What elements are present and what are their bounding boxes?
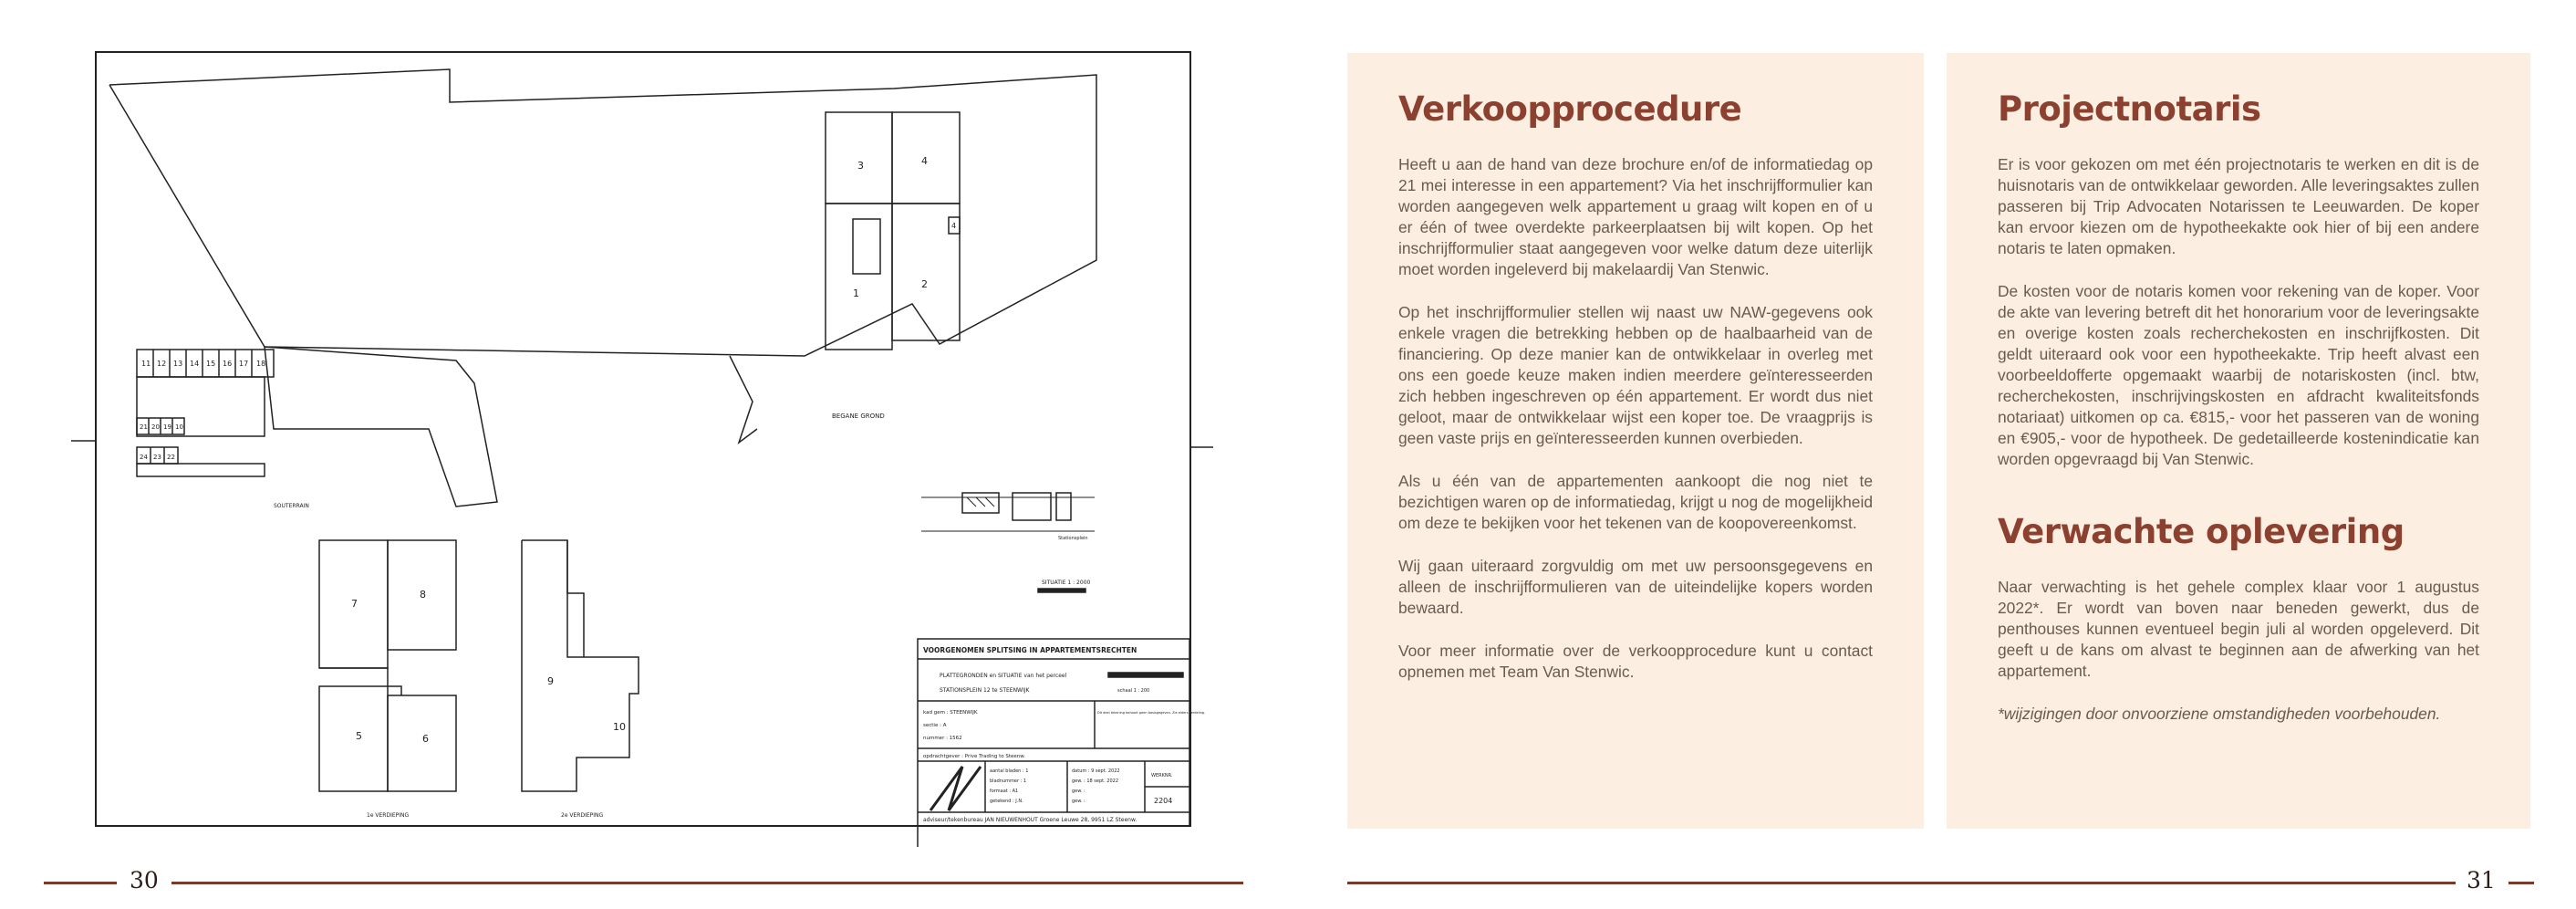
lot-label: 6 (422, 733, 429, 745)
sheet-border (96, 52, 1190, 826)
panel-projectnotaris (1947, 53, 2530, 829)
parking-label: 21 (140, 423, 148, 431)
paragraph: Voor meer informatie over de verkoopprocedure kunt u contact opnemen met Team Van Stenwic. (1398, 642, 1873, 681)
parking-label: 10 (175, 423, 183, 431)
lot-label: 4 (951, 222, 957, 230)
paragraph: Wij gaan uiteraard zorgvuldig om met uw persoonsgegevens en alleen de inschrijfformulieren van de uiteindelijke kopers worden bewaard. (1398, 557, 1873, 617)
lot-label: 3 (857, 160, 864, 172)
title-block-date: gew. : (1072, 789, 1085, 794)
parking-label: 20 (151, 423, 160, 431)
parking-label: 19 (163, 423, 171, 431)
heading-verkoopprocedure: Verkoopprocedure (1398, 89, 1742, 129)
title-block-client: opdrachtgever : Prive Trading to Steenw. (923, 754, 1026, 759)
title-block-sectie: sectie : A (923, 723, 947, 728)
parking-label: 15 (206, 360, 216, 368)
footer-rule-right-long (1347, 882, 2456, 884)
paragraph: Op het inschrijfformulier stellen wij naast uw NAW-gegevens ook enkele vragen die betrekking hebben op de haalbaarheid van de financiering. Op deze manier kan de ontwikkelaar in overleg met ons een goede keuze maken indien meerdere geïnteresseerden zich hebben ingeschreven op één appartement. Er wordt dus niet geloot, maar de ontwikkelaar wijst een koper toe. De vraagprijs is geen vaste prijs en geïnteresseerden kunnen overbieden. (1398, 303, 1873, 447)
title-block-werknr-label: WERKNR. (1151, 773, 1173, 778)
footer-rule-left-long (171, 882, 1243, 884)
page-number-left: 30 (130, 867, 159, 893)
ground-floor-block (826, 112, 960, 420)
ramp-line (730, 356, 757, 443)
parking-label: 14 (190, 360, 200, 368)
situation-street-label: Stationsplein (1058, 536, 1088, 541)
footer-rule-left-short (44, 882, 117, 884)
lot-label: 7 (351, 598, 358, 610)
parking-label: 22 (167, 454, 175, 461)
title-block-date: datum : 9 sept. 2022 (1072, 768, 1120, 774)
right-page (1288, 0, 2576, 909)
page-number-right: 31 (2467, 867, 2496, 893)
title-block-architect: adviseur/tekenbureau JAN NIEUWENHOUT Groene Leuwe 28, 9951 LZ Steenw. (923, 817, 1137, 823)
parking-label: 13 (173, 360, 183, 368)
lot-label: 10 (613, 721, 626, 733)
floor-label-second: 2e VERDIEPING (561, 812, 604, 819)
lot-label: 9 (547, 675, 554, 687)
parking-label: 23 (153, 454, 161, 461)
floor-label-ground: BEGANE GROND (832, 413, 885, 420)
title-block-sheet: bladnummer : 1 (990, 778, 1027, 784)
title-block-sheet: formaat : A1 (990, 789, 1019, 794)
parking-label: 18 (256, 360, 266, 368)
paragraph: De kosten voor de notaris komen voor rekening van de koper. Voor de akte van levering betreft dit het honorarium voor de leveringsakte en overige kosten zoals recherchekosten en inschrijfkosten. Dit geldt uiteraard ook voor een hypotheekakte. Trip heeft alvast een voorbeeldofferte opgemaakt waarbij de notariskosten (incl. btw, recherchekosten, inschrijvingskosten en afdracht kwaliteitsfonds notariaat) uitkomen op ca. €815,- voor het passeren van de woning en €905,- voor de hypotheek. De gedetailleerde kostenindicatie kan worden opgevraagd bij Van Stenwic. (1998, 282, 2479, 468)
title-block-nummer: nummer : 1562 (923, 736, 962, 741)
basement-outline (265, 347, 497, 507)
floor-label-basement: SOUTERRAIN (274, 503, 309, 509)
first-floor-plan (319, 540, 456, 819)
title-block-line2: STATIONSPLEIN 12 te STEENWIJK (940, 687, 1030, 694)
lot-label: 5 (356, 730, 362, 742)
panel-verkoopprocedure (1347, 53, 1924, 829)
lot-label: 1 (853, 287, 859, 299)
title-block-date: gew. : 18 sept. 2022 (1072, 778, 1119, 784)
heading-verwachte-oplevering: Verwachte oplevering (1998, 512, 2405, 551)
title-block-heading: VOORGENOMEN SPLITSING IN APPARTEMENTSRECHTEN (923, 646, 1137, 654)
second-floor-plan (522, 540, 639, 819)
parking-label: 16 (223, 360, 233, 368)
situation-scale-label: SITUATIE 1 : 2000 (1042, 580, 1091, 586)
lot-label: 8 (420, 589, 426, 601)
title-block (918, 639, 1205, 826)
parking-label: 11 (141, 360, 151, 368)
title-block-date: gew. : (1072, 799, 1085, 804)
paragraph: Naar verwachting is het gehele complex klaar voor 1 augustus 2022*. Er wordt van boven naar beneden gewerkt, dus de penthouses kunnen eventueel begin juli al worden opgeleverd. Dit geeft u de kans om alvast te beginnen aan de afwerking van het appartement. (1998, 578, 2479, 680)
title-block-werknr: 2204 (1154, 797, 1173, 805)
title-block-line1: PLATTEGRONDEN en SITUATIE van het perceel (940, 673, 1067, 679)
title-block-sheet: aantal bladen : 1 (990, 768, 1029, 774)
floor-plan-drawing (0, 0, 1288, 876)
lot-label: 4 (921, 155, 928, 167)
situation-plan (921, 493, 1095, 592)
heading-projectnotaris: Projectnotaris (1998, 89, 2261, 129)
parking-label: 24 (140, 454, 148, 461)
title-block-sheet: getekend : J.N. (990, 799, 1023, 804)
title-block-note: Dit deel tekening behoort geen basisgegeven. Zie elders verdeling. (1097, 711, 1206, 715)
parking-label: 17 (239, 360, 249, 368)
floor-label-first: 1e VERDIEPING (367, 812, 410, 819)
paragraph: Er is voor gekozen om met één projectnotaris te werken en dit is de huisnotaris van de ontwikkelaar geworden. Alle leveringsaktes zullen passeren bij Trip Advocaten Notarissen te Leeuwarden. De koper kan ervoor kiezen om de hypotheekakte ook hier of bij een andere notaris te laten opmaken. (1998, 155, 2479, 257)
lot-label: 2 (921, 278, 928, 290)
paragraph: Heeft u aan de hand van deze brochure en/of de informatiedag op 21 mei interesse in een appartement? Via het inschrijfformulier kan worden aangegeven welk appartement u graag wilt kopen en of u er één of twee overdekte parkeerplaatsen bij wilt kopen. Op het inschrijfformulier staat aangegeven voor welke datum deze uiterlijk moet worden ingeleverd bij makelaardij Van Stenwic. (1398, 155, 1873, 278)
paragraph: Als u één van de appartementen aankoopt die nog niet te bezichtigen waren op de informatiedag, krijgt u nog de mogelijkheid om deze te bekijken voor het tekenen van de koopovereenkomst. (1398, 472, 1873, 532)
parking-label: 12 (157, 360, 167, 368)
footer-rule-right-short (2508, 882, 2534, 884)
title-block-kad: kad gem : STEENWIJK (923, 710, 978, 716)
title-block-scale: schaal 1 : 200 (1117, 688, 1150, 694)
disclaimer-note: *wijzigingen door onvoorziene omstandigheden voorbehouden. (1998, 705, 2441, 723)
